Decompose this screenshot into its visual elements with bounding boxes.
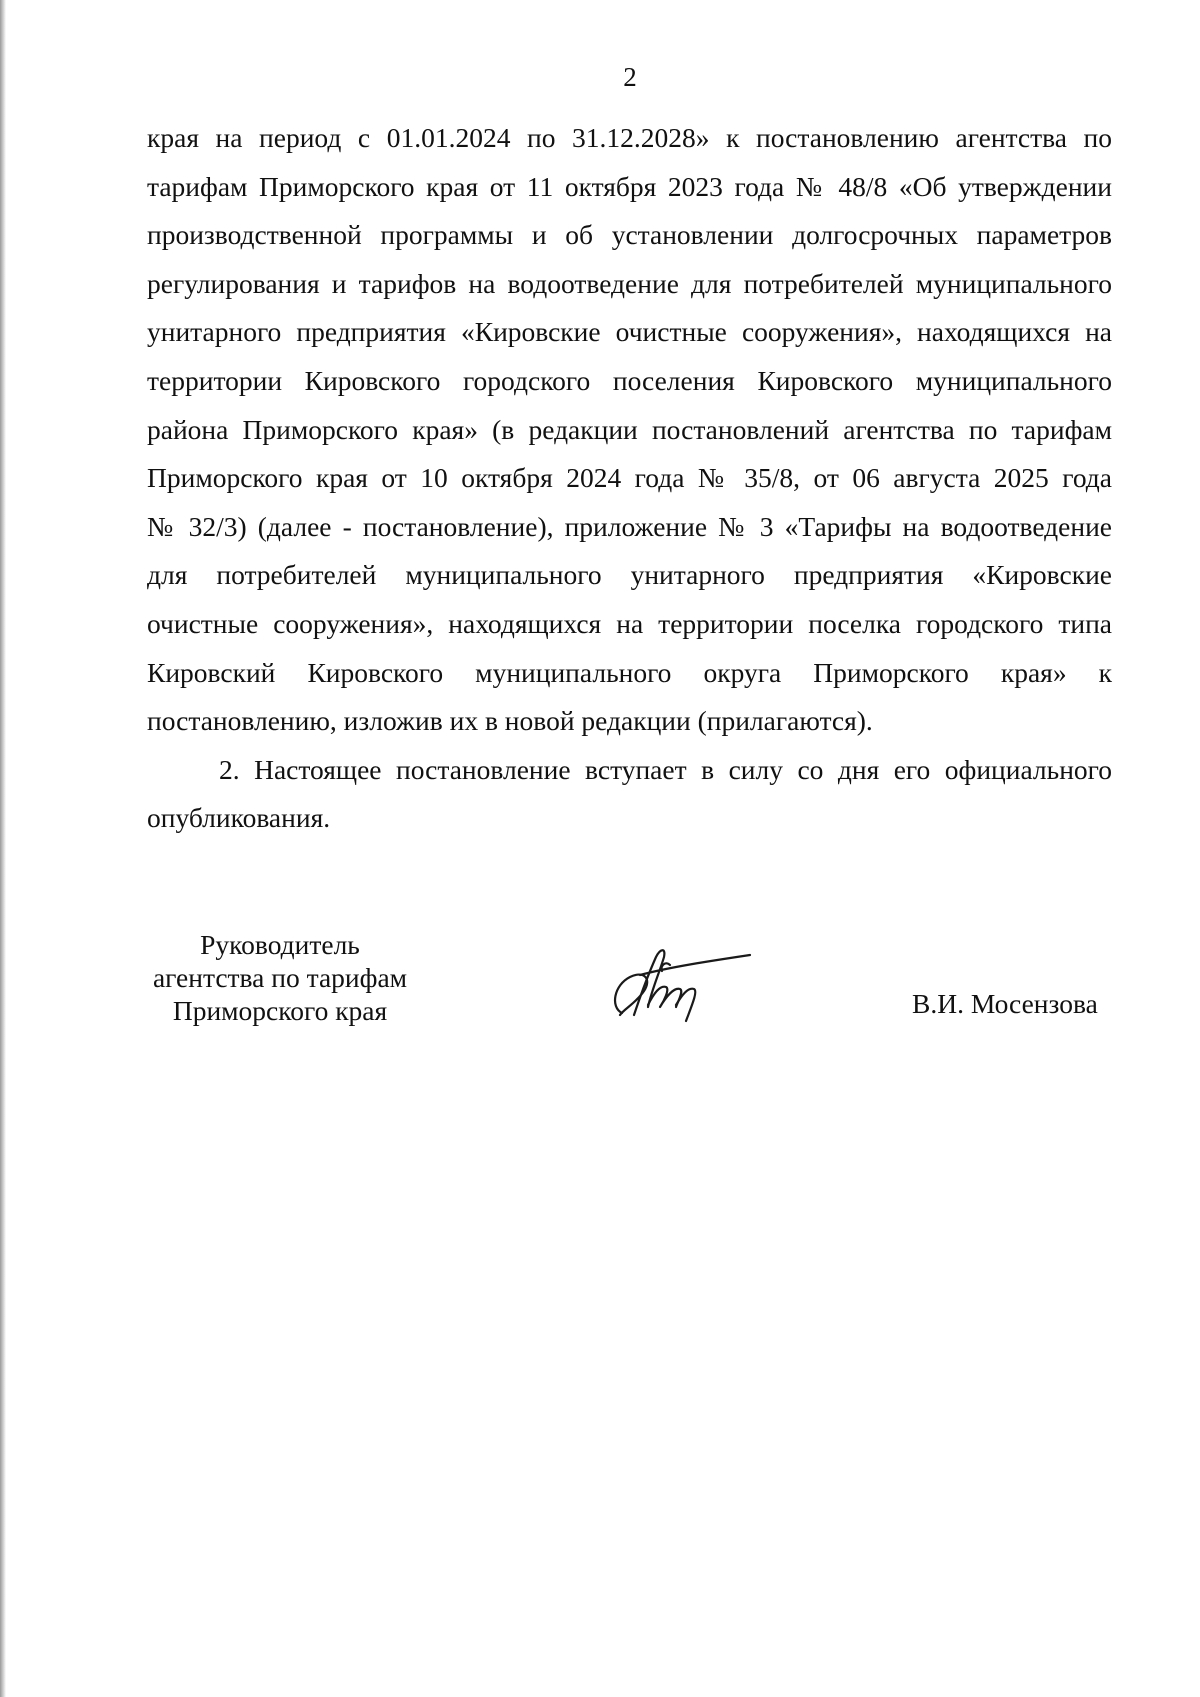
paragraph-2-line: 2. Настоящее постановление вступает в силу со дня его официального bbox=[219, 753, 1112, 785]
body-line: для потребителей муниципального унитарного предприятия «Кировские bbox=[147, 559, 1112, 591]
document-body bbox=[147, 114, 1112, 843]
body-line: регулирования и тарифов на водоотведение для потребителей муниципального bbox=[147, 267, 1112, 299]
signatory-title-line: Руководитель bbox=[200, 929, 360, 960]
body-line: производственной программы и об установлении долгосрочных параметров bbox=[147, 219, 1112, 251]
body-line: края на период с 01.01.2024 по 31.12.2028» к постановлению агентства по bbox=[147, 122, 1112, 153]
body-line: Приморского края от 10 октября 2024 года № 35/8, от 06 августа 2025 года bbox=[147, 462, 1112, 494]
body-line: унитарного предприятия «Кировские очистные сооружения», находящихся на bbox=[147, 316, 1112, 348]
handwritten-signature bbox=[600, 935, 760, 1025]
page-number: 2 bbox=[623, 62, 637, 92]
signatory-title-line: агентства по тарифам bbox=[152, 962, 408, 993]
body-line: территории Кировского городского поселения Кировского муниципального bbox=[147, 364, 1112, 396]
body-line: № 32/3) (далее - постановление), приложение № 3 «Тарифы на водоотведение bbox=[147, 510, 1112, 542]
signatory-title-block bbox=[145, 928, 415, 1027]
signatory-title-line: Приморского края bbox=[172, 995, 388, 1026]
signatory-name: В.И. Мосензова bbox=[912, 988, 1098, 1019]
body-line: района Приморского края» (в редакции постановлений агентства по тарифам bbox=[147, 413, 1112, 445]
scan-edge-shadow bbox=[0, 0, 6, 1697]
body-line: очистные сооружения», находящихся на территории поселка городского типа bbox=[147, 607, 1112, 639]
body-line: Кировский Кировского муниципального округа Приморского края» к bbox=[147, 656, 1112, 688]
body-line: постановлению, изложив их в новой редакции (прилагаются). bbox=[147, 705, 873, 737]
paragraph-2-line: опубликования. bbox=[147, 802, 331, 834]
body-line: тарифам Приморского края от 11 октября 2023 года № 48/8 «Об утверждении bbox=[147, 170, 1112, 202]
